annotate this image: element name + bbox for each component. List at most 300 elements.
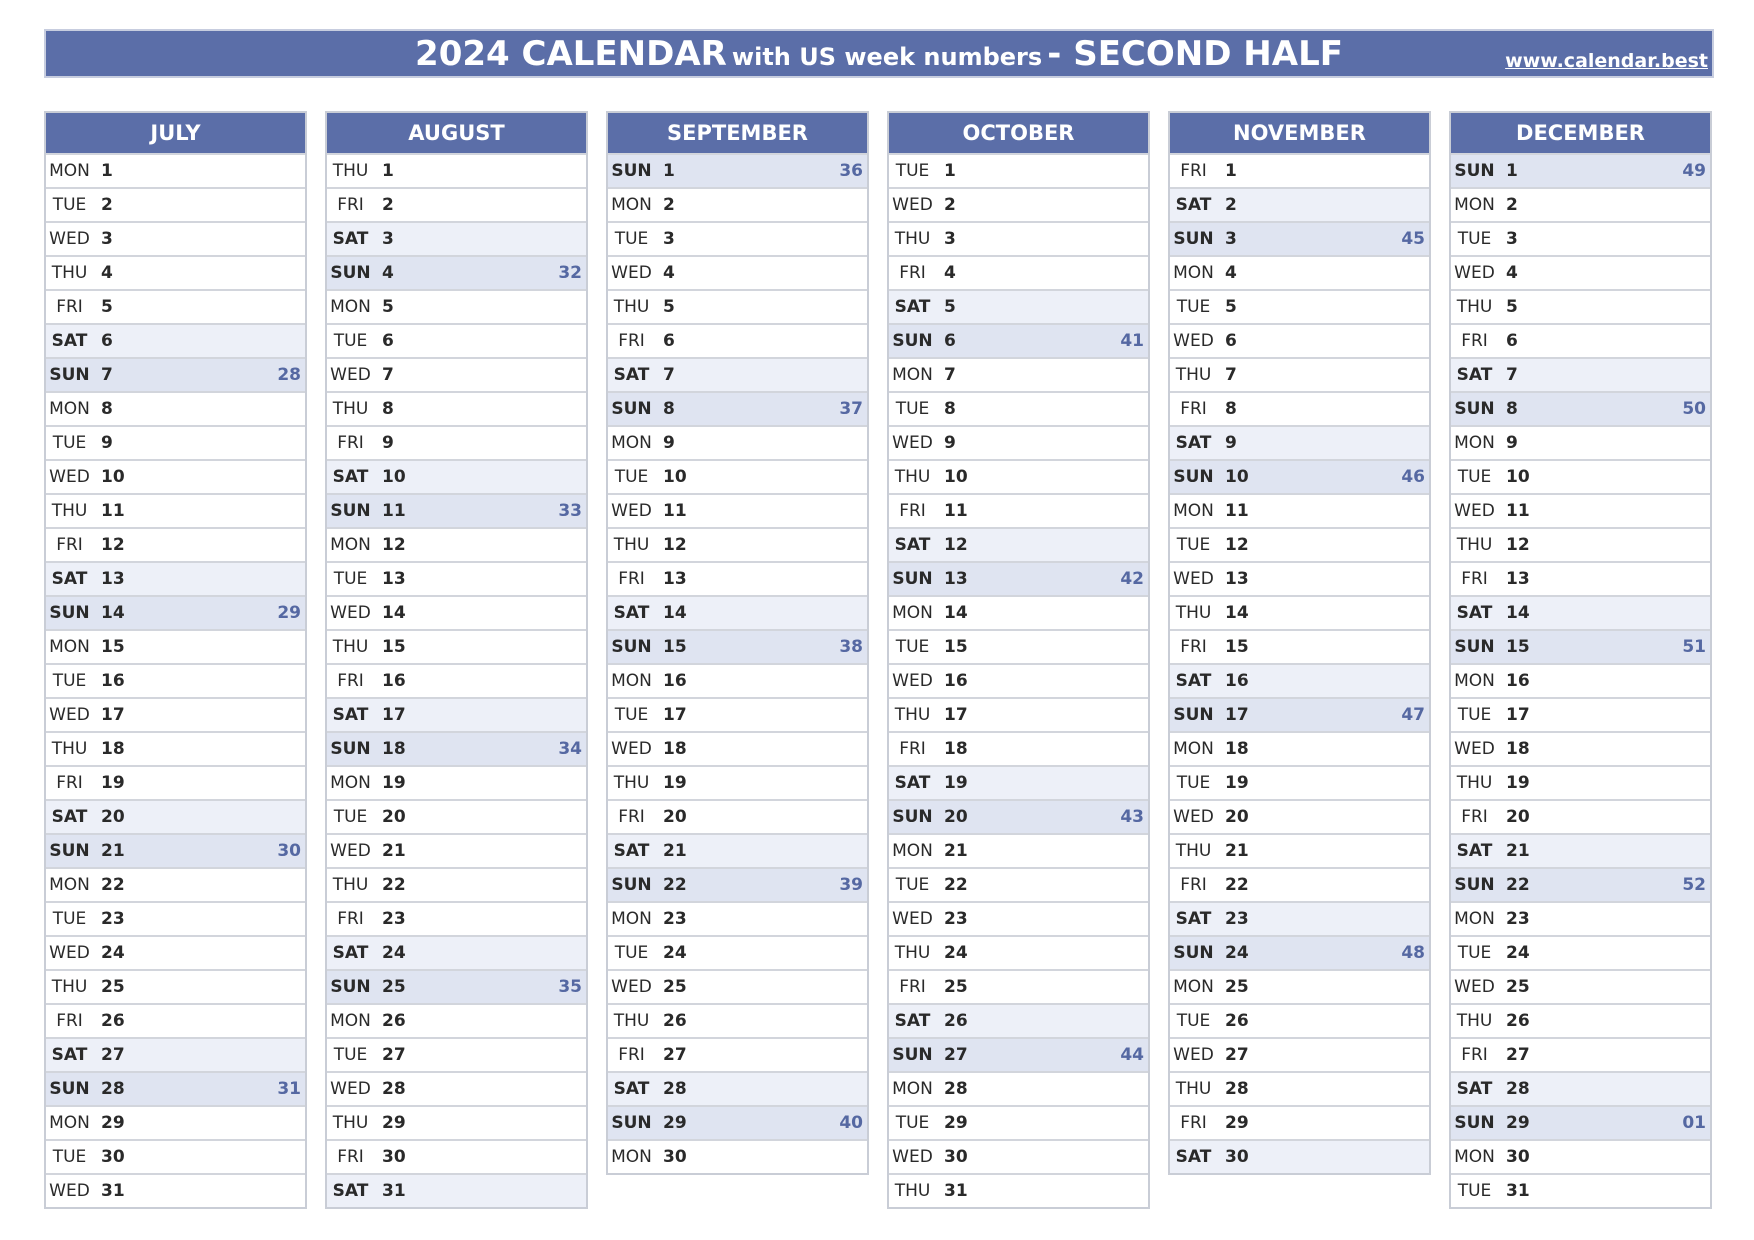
weekday-label: FRI — [56, 1011, 83, 1031]
day-number: 6 — [663, 331, 675, 351]
month-december — [1449, 111, 1712, 1209]
weekday-label: SAT — [51, 331, 88, 351]
day-number: 19 — [382, 773, 406, 793]
weekday-label: FRI — [1180, 399, 1207, 419]
day-number: 21 — [101, 841, 125, 861]
day-number: 4 — [1506, 263, 1518, 283]
day-row — [1451, 425, 1710, 459]
weekday-label: FRI — [1461, 331, 1488, 351]
day-number: 2 — [663, 195, 675, 215]
day-number: 8 — [1225, 399, 1237, 419]
day-number: 14 — [382, 603, 406, 623]
day-row — [1451, 901, 1710, 935]
day-row — [1170, 1003, 1429, 1037]
week-number: 50 — [1682, 399, 1706, 419]
day-number: 3 — [663, 229, 675, 249]
day-number: 31 — [1506, 1181, 1530, 1201]
day-row — [889, 323, 1148, 357]
weekday-label: THU — [894, 705, 931, 725]
day-row — [46, 697, 305, 731]
weekday-label: TUE — [1176, 297, 1211, 317]
day-row — [1170, 867, 1429, 901]
day-row — [889, 663, 1148, 697]
day-row — [1451, 221, 1710, 255]
weekday-label: FRI — [899, 977, 926, 997]
day-row — [1451, 1173, 1710, 1207]
weekday-label: SAT — [894, 535, 931, 555]
weekday-label: MON — [1173, 263, 1214, 283]
day-number: 10 — [1506, 467, 1530, 487]
weekday-label: SAT — [613, 841, 650, 861]
day-number: 11 — [663, 501, 687, 521]
day-number: 13 — [663, 569, 687, 589]
day-number: 16 — [382, 671, 406, 691]
weekday-label: MON — [1454, 195, 1495, 215]
weekday-label: SUN — [1173, 705, 1214, 725]
day-row — [1451, 799, 1710, 833]
weekday-label: MON — [330, 773, 371, 793]
day-row — [889, 459, 1148, 493]
day-number: 25 — [663, 977, 687, 997]
day-row — [46, 1003, 305, 1037]
weekday-label: WED — [892, 195, 933, 215]
day-row — [327, 357, 586, 391]
day-row — [46, 901, 305, 935]
day-number: 1 — [663, 161, 675, 181]
day-number: 29 — [101, 1113, 125, 1133]
day-number: 2 — [1506, 195, 1518, 215]
day-number: 4 — [101, 263, 113, 283]
day-number: 19 — [1225, 773, 1249, 793]
day-list — [889, 153, 1148, 1207]
month-header: OCTOBER — [889, 113, 1148, 153]
weekday-label: SAT — [332, 943, 369, 963]
day-number: 30 — [944, 1147, 968, 1167]
day-list — [1451, 153, 1710, 1207]
weekday-label: SUN — [611, 161, 652, 181]
day-number: 25 — [382, 977, 406, 997]
day-number: 13 — [1225, 569, 1249, 589]
day-row — [1170, 697, 1429, 731]
weekday-label: MON — [892, 1079, 933, 1099]
day-number: 3 — [101, 229, 113, 249]
day-row — [889, 595, 1148, 629]
day-number: 14 — [944, 603, 968, 623]
week-number: 42 — [1120, 569, 1144, 589]
day-row — [889, 1003, 1148, 1037]
day-row — [327, 323, 586, 357]
day-number: 26 — [1506, 1011, 1530, 1031]
day-row — [327, 969, 586, 1003]
weekday-label: MON — [611, 195, 652, 215]
day-number: 7 — [101, 365, 113, 385]
weekday-label: TUE — [1457, 229, 1492, 249]
day-number: 11 — [382, 501, 406, 521]
weekday-label: SAT — [1456, 603, 1493, 623]
day-list — [1170, 153, 1429, 1173]
weekday-label: THU — [332, 399, 369, 419]
day-row — [1451, 629, 1710, 663]
day-row — [327, 221, 586, 255]
day-number: 22 — [944, 875, 968, 895]
weekday-label: THU — [894, 229, 931, 249]
day-row — [327, 629, 586, 663]
weekday-label: THU — [1456, 773, 1493, 793]
weekday-label: TUE — [1176, 535, 1211, 555]
day-number: 16 — [944, 671, 968, 691]
day-row — [1170, 221, 1429, 255]
day-row — [889, 1105, 1148, 1139]
day-number: 9 — [1225, 433, 1237, 453]
weekday-label: FRI — [337, 909, 364, 929]
weekday-label: MON — [49, 161, 90, 181]
day-number: 3 — [1225, 229, 1237, 249]
week-number: 49 — [1682, 161, 1706, 181]
day-row — [889, 969, 1148, 1003]
day-row — [46, 493, 305, 527]
week-number: 38 — [839, 637, 863, 657]
day-row — [46, 323, 305, 357]
weekday-label: FRI — [899, 739, 926, 759]
day-row — [1451, 527, 1710, 561]
month-september — [606, 111, 869, 1175]
weekday-label: MON — [1173, 977, 1214, 997]
day-number: 25 — [1225, 977, 1249, 997]
weekday-label: WED — [1454, 739, 1495, 759]
calendar-title-banner — [44, 29, 1714, 78]
day-number: 11 — [1225, 501, 1249, 521]
weekday-label: WED — [1454, 501, 1495, 521]
weekday-label: TUE — [895, 1113, 930, 1133]
day-row — [608, 833, 867, 867]
weekday-label: THU — [1175, 365, 1212, 385]
weekday-label: WED — [1173, 331, 1214, 351]
day-row — [1170, 425, 1429, 459]
day-number: 20 — [382, 807, 406, 827]
title-tail: - SECOND HALF — [1047, 34, 1343, 74]
weekday-label: MON — [330, 1011, 371, 1031]
weekday-label: FRI — [56, 773, 83, 793]
day-number: 10 — [382, 467, 406, 487]
day-number: 2 — [101, 195, 113, 215]
day-row — [1451, 663, 1710, 697]
weekday-label: WED — [1454, 263, 1495, 283]
week-number: 31 — [277, 1079, 301, 1099]
day-row — [1170, 153, 1429, 187]
day-number: 13 — [1506, 569, 1530, 589]
weekday-label: FRI — [618, 807, 645, 827]
day-row — [889, 187, 1148, 221]
day-row — [889, 357, 1148, 391]
day-row — [46, 357, 305, 391]
day-number: 2 — [1225, 195, 1237, 215]
day-number: 18 — [101, 739, 125, 759]
day-row — [608, 663, 867, 697]
day-list — [46, 153, 305, 1207]
day-row — [1170, 493, 1429, 527]
day-number: 17 — [1225, 705, 1249, 725]
day-row — [1451, 493, 1710, 527]
day-number: 21 — [663, 841, 687, 861]
day-row — [46, 595, 305, 629]
week-number: 36 — [839, 161, 863, 181]
day-number: 13 — [101, 569, 125, 589]
day-number: 1 — [944, 161, 956, 181]
weekday-label: TUE — [333, 807, 368, 827]
month-august — [325, 111, 588, 1209]
day-row — [46, 765, 305, 799]
weekday-label: SAT — [332, 229, 369, 249]
week-number: 29 — [277, 603, 301, 623]
weekday-label: FRI — [618, 331, 645, 351]
weekday-label: SUN — [892, 807, 933, 827]
day-row — [608, 629, 867, 663]
day-number: 17 — [382, 705, 406, 725]
day-number: 24 — [944, 943, 968, 963]
day-number: 29 — [1225, 1113, 1249, 1133]
week-number: 37 — [839, 399, 863, 419]
weekday-label: SUN — [611, 875, 652, 895]
weekday-label: WED — [892, 671, 933, 691]
day-row — [46, 391, 305, 425]
day-row — [46, 1071, 305, 1105]
day-row — [1451, 459, 1710, 493]
day-number: 13 — [382, 569, 406, 589]
weekday-label: SUN — [49, 603, 90, 623]
day-row — [1170, 595, 1429, 629]
day-number: 5 — [944, 297, 956, 317]
month-header: SEPTEMBER — [608, 113, 867, 153]
weekday-label: THU — [332, 161, 369, 181]
day-number: 31 — [944, 1181, 968, 1201]
day-row — [608, 357, 867, 391]
day-number: 22 — [101, 875, 125, 895]
day-row — [1451, 1037, 1710, 1071]
day-number: 3 — [1506, 229, 1518, 249]
day-number: 8 — [382, 399, 394, 419]
day-number: 28 — [101, 1079, 125, 1099]
weekday-label: SAT — [1456, 365, 1493, 385]
weekday-label: WED — [49, 943, 90, 963]
weekday-label: SAT — [1175, 195, 1212, 215]
day-row — [889, 901, 1148, 935]
day-number: 13 — [944, 569, 968, 589]
weekday-label: FRI — [1461, 569, 1488, 589]
day-number: 6 — [1506, 331, 1518, 351]
weekday-label: SUN — [1454, 637, 1495, 657]
week-number: 40 — [839, 1113, 863, 1133]
day-row — [1170, 1139, 1429, 1173]
day-row — [46, 153, 305, 187]
day-row — [889, 493, 1148, 527]
weekday-label: SAT — [332, 705, 369, 725]
day-row — [46, 935, 305, 969]
weekday-label: SAT — [332, 467, 369, 487]
weekday-label: SUN — [1454, 875, 1495, 895]
weekday-label: MON — [611, 433, 652, 453]
weekday-label: SAT — [613, 1079, 650, 1099]
day-number: 4 — [1225, 263, 1237, 283]
weekday-label: SUN — [611, 399, 652, 419]
day-row — [1170, 323, 1429, 357]
weekday-label: MON — [892, 365, 933, 385]
day-number: 6 — [944, 331, 956, 351]
weekday-label: TUE — [614, 467, 649, 487]
day-number: 30 — [101, 1147, 125, 1167]
week-number: 44 — [1120, 1045, 1144, 1065]
day-row — [327, 697, 586, 731]
day-row — [889, 221, 1148, 255]
calendar-title — [415, 33, 1343, 81]
day-number: 28 — [382, 1079, 406, 1099]
day-number: 1 — [1506, 161, 1518, 181]
day-row — [1451, 1003, 1710, 1037]
day-number: 27 — [1225, 1045, 1249, 1065]
day-number: 5 — [1225, 297, 1237, 317]
day-row — [1170, 255, 1429, 289]
weekday-label: WED — [49, 229, 90, 249]
day-row — [608, 969, 867, 1003]
weekday-label: THU — [1175, 841, 1212, 861]
weekday-label: MON — [1173, 501, 1214, 521]
day-row — [889, 561, 1148, 595]
day-number: 18 — [1225, 739, 1249, 759]
weekday-label: TUE — [614, 705, 649, 725]
weekday-label: WED — [611, 739, 652, 759]
day-row — [1451, 935, 1710, 969]
day-number: 27 — [101, 1045, 125, 1065]
day-row — [889, 391, 1148, 425]
day-number: 3 — [944, 229, 956, 249]
day-row — [1451, 255, 1710, 289]
weekday-label: FRI — [1180, 1113, 1207, 1133]
day-row — [608, 1139, 867, 1173]
day-number: 11 — [1506, 501, 1530, 521]
day-row — [327, 867, 586, 901]
week-number: 28 — [277, 365, 301, 385]
weekday-label: MON — [611, 1147, 652, 1167]
day-row — [46, 1037, 305, 1071]
day-row — [46, 799, 305, 833]
day-number: 10 — [101, 467, 125, 487]
weekday-label: SAT — [1456, 1079, 1493, 1099]
day-number: 20 — [663, 807, 687, 827]
day-row — [889, 1037, 1148, 1071]
day-row — [889, 765, 1148, 799]
day-number: 17 — [663, 705, 687, 725]
day-number: 26 — [663, 1011, 687, 1031]
week-number: 52 — [1682, 875, 1706, 895]
weekday-label: MON — [330, 535, 371, 555]
day-row — [889, 289, 1148, 323]
month-header: NOVEMBER — [1170, 113, 1429, 153]
day-number: 15 — [944, 637, 968, 657]
day-row — [46, 289, 305, 323]
day-row — [46, 1139, 305, 1173]
weekday-label: THU — [51, 977, 88, 997]
weekday-label: TUE — [333, 1045, 368, 1065]
weekday-label: FRI — [618, 569, 645, 589]
day-row — [327, 833, 586, 867]
day-number: 10 — [1225, 467, 1249, 487]
day-row — [1451, 323, 1710, 357]
weekday-label: FRI — [1461, 1045, 1488, 1065]
weekday-label: TUE — [1457, 467, 1492, 487]
weekday-label: SUN — [330, 739, 371, 759]
weekday-label: SUN — [611, 1113, 652, 1133]
month-header: JULY — [46, 113, 305, 153]
day-row — [1451, 833, 1710, 867]
month-header: DECEMBER — [1451, 113, 1710, 153]
day-row — [1170, 527, 1429, 561]
day-row — [608, 187, 867, 221]
day-row — [1170, 391, 1429, 425]
website-link[interactable]: www.calendar.best — [1505, 50, 1708, 72]
day-row — [327, 1003, 586, 1037]
day-number: 5 — [1506, 297, 1518, 317]
day-row — [327, 289, 586, 323]
day-number: 4 — [944, 263, 956, 283]
weekday-label: THU — [1175, 1079, 1212, 1099]
day-row — [46, 629, 305, 663]
weekday-label: TUE — [52, 1147, 87, 1167]
day-number: 14 — [1506, 603, 1530, 623]
weekday-label: WED — [611, 263, 652, 283]
day-number: 8 — [944, 399, 956, 419]
day-number: 19 — [1506, 773, 1530, 793]
week-number: 46 — [1401, 467, 1425, 487]
day-number: 10 — [944, 467, 968, 487]
day-number: 1 — [101, 161, 113, 181]
day-row — [327, 391, 586, 425]
week-number: 39 — [839, 875, 863, 895]
weekday-label: SUN — [330, 501, 371, 521]
day-row — [327, 425, 586, 459]
day-row — [608, 1003, 867, 1037]
day-row — [327, 493, 586, 527]
day-number: 31 — [382, 1181, 406, 1201]
day-number: 2 — [944, 195, 956, 215]
weekday-label: THU — [1456, 535, 1493, 555]
day-row — [46, 527, 305, 561]
day-row — [608, 561, 867, 595]
weekday-label: TUE — [52, 433, 87, 453]
weekday-label: WED — [611, 501, 652, 521]
weekday-label: WED — [892, 433, 933, 453]
weekday-label: THU — [613, 773, 650, 793]
weekday-label: SUN — [1454, 161, 1495, 181]
day-row — [1170, 357, 1429, 391]
weekday-label: WED — [330, 603, 371, 623]
weekday-label: WED — [49, 705, 90, 725]
day-row — [608, 765, 867, 799]
day-row — [889, 697, 1148, 731]
weekday-label: THU — [894, 943, 931, 963]
day-number: 20 — [101, 807, 125, 827]
weekday-label: SUN — [1173, 467, 1214, 487]
day-row — [608, 867, 867, 901]
day-row — [608, 1037, 867, 1071]
day-row — [46, 187, 305, 221]
day-row — [46, 425, 305, 459]
weekday-label: TUE — [333, 331, 368, 351]
day-number: 27 — [944, 1045, 968, 1065]
weekday-label: WED — [49, 1181, 90, 1201]
day-number: 25 — [101, 977, 125, 997]
weekday-label: WED — [1173, 807, 1214, 827]
day-number: 29 — [663, 1113, 687, 1133]
month-july — [44, 111, 307, 1209]
